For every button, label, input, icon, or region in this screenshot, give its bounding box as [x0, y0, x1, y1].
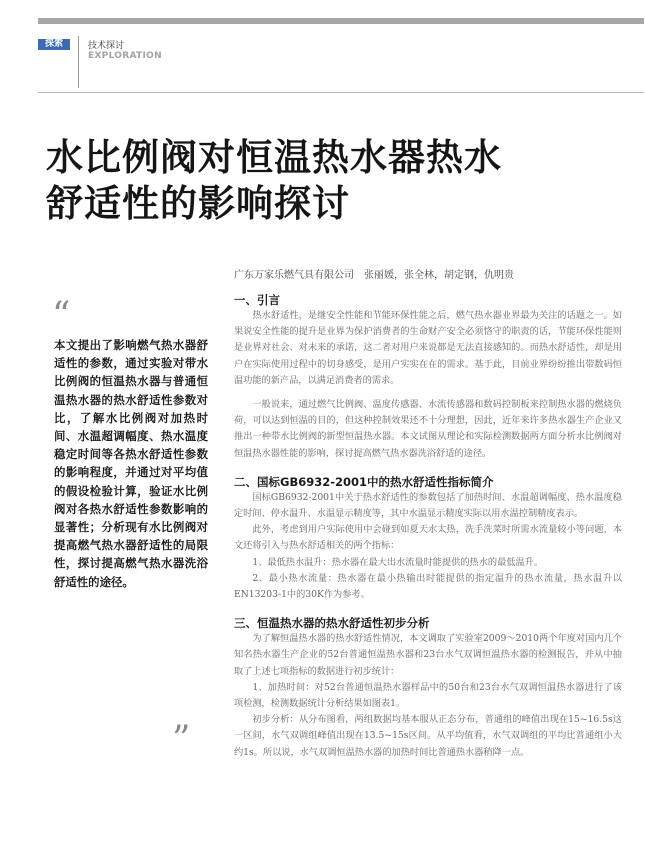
open-quote-icon: “	[52, 295, 71, 336]
section-heading: 三、恒温热水器的热水舒适性初步分析	[234, 616, 430, 631]
section-tag: 探索	[38, 39, 70, 50]
body-paragraph: 1、最低热水温升：热水器在最大出水流量时能提供的热水的最低温升。	[252, 556, 544, 568]
article-body	[234, 292, 622, 761]
article-title	[46, 134, 606, 226]
author-line: 广东万家乐燃气具有限公司 张丽媛，张全林，胡定钢，仇明贵	[234, 270, 514, 281]
body-paragraph: 为了解恒温热水器的热水舒适性情况，本文调取了实验室2009～2010两个年度对国内几个知名热水器生产企业的52台普通恒温热水器和23台水气双调恒温热水器的检测报告，并从中抽取了上述七项指标的数据进行初步统计：	[234, 633, 622, 677]
abstract: 本文提出了影响燃气热水器舒适性的参数，通过实验对带水比例阀的恒温热水器与普通恒温热水器的热水舒适性参数对比，了解水比例阀对加热时间、水温超调幅度、热水温度稳定时间等各热水舒适性参数的影响程度，并通过对平均值的假设检验计算，验证水比例阀对各热水舒适性参数影响的显著性；分析现有水比例阀对提高燃气热水器舒适性的局限性，探讨提高燃气热水器洗浴舒适性的途径。	[54, 338, 208, 589]
section-name-en: EXPLORATION	[88, 51, 162, 61]
body-paragraph: 一般说来，通过燃气比例阀、温度传感器、水流传感器和数码控制板来控制热水器的燃烧负荷，可以达到恒温的目的，但这种控制效果还不十分理想，因此，近年来许多热水器生产企业又推出一种带水比例阀的新型恒温热水器。本文试图从理论和实际检测数据两方面分析水比例阀对恒温热水器性能的影响，探讨提高燃气热水器洗浴舒适的途径。	[234, 399, 622, 459]
section-heading: 二、国标GB6932-2001中的热水舒适性指标简介	[234, 474, 494, 489]
body-paragraph: 国标GB6932-2001中关于热水舒适性的参数包括了加热时间、水温超调幅度、热水温度稳定时间、停水温升、水温显示精度等，其中水温显示精度实际以用水温控制精度表示。	[234, 491, 622, 520]
body-paragraph: 2、最小热水流量：热水器在最小热输出时能提供的指定温升的热水流量，热水温升以EN13203-1中的30K作为参考。	[234, 572, 622, 601]
close-quote-icon: ”	[172, 719, 191, 760]
body-paragraph: 1、加热时间：对52台普通恒温热水器样品中的50台和23台水气双调恒温热水器进行了该项检测，检测数据统计分析结果如图表1。	[234, 681, 622, 710]
section-name-cn: 技术探讨	[88, 41, 125, 51]
body-paragraph: 此外，考虑到用户实际使用中会碰到如夏天水太热，洗手洗菜时所需水流量较小等问题，本文还将引入与热水舒适相关的两个指标：	[234, 524, 622, 552]
top-gray-bar	[38, 18, 644, 24]
title-line-2: 舒适性的影响探讨	[46, 181, 350, 225]
body-paragraph: 热水舒适性，是继安全性能和节能环保性能之后，燃气热水器业界最为关注的话题之一。如果说安全性能的提升是业界为保护消费者的生命财产安全必须恪守的职责的话，节能环保性能则是业界对社会、对未来的承诺，这二者对用户来说都是无法直接感知的。而热水舒适性，却是用户在实际使用过程中的切身感受，是用户实实在在的需求。基于此，目前业界纷纷推出带数码恒温功能的新产品，以满足消费者的需求。	[234, 310, 622, 386]
header-vertical-rule	[78, 36, 79, 88]
header-rule	[38, 92, 644, 93]
body-paragraph: 初步分析：从分布图看，两组数据均基本服从正态分布，普通组的峰值出现在15~16.5s这一区间，水气双调组峰值出现在13.5~15s区间。从平均值看，水气双调组的平均比普通组小大约1s。所以说，水气双调恒温热水器的加热时间比普通热水器稍降一点。	[234, 714, 622, 758]
title-line-1: 水比例阀对恒温热水器热水	[46, 135, 502, 179]
section-heading: 一、引言	[234, 293, 280, 307]
